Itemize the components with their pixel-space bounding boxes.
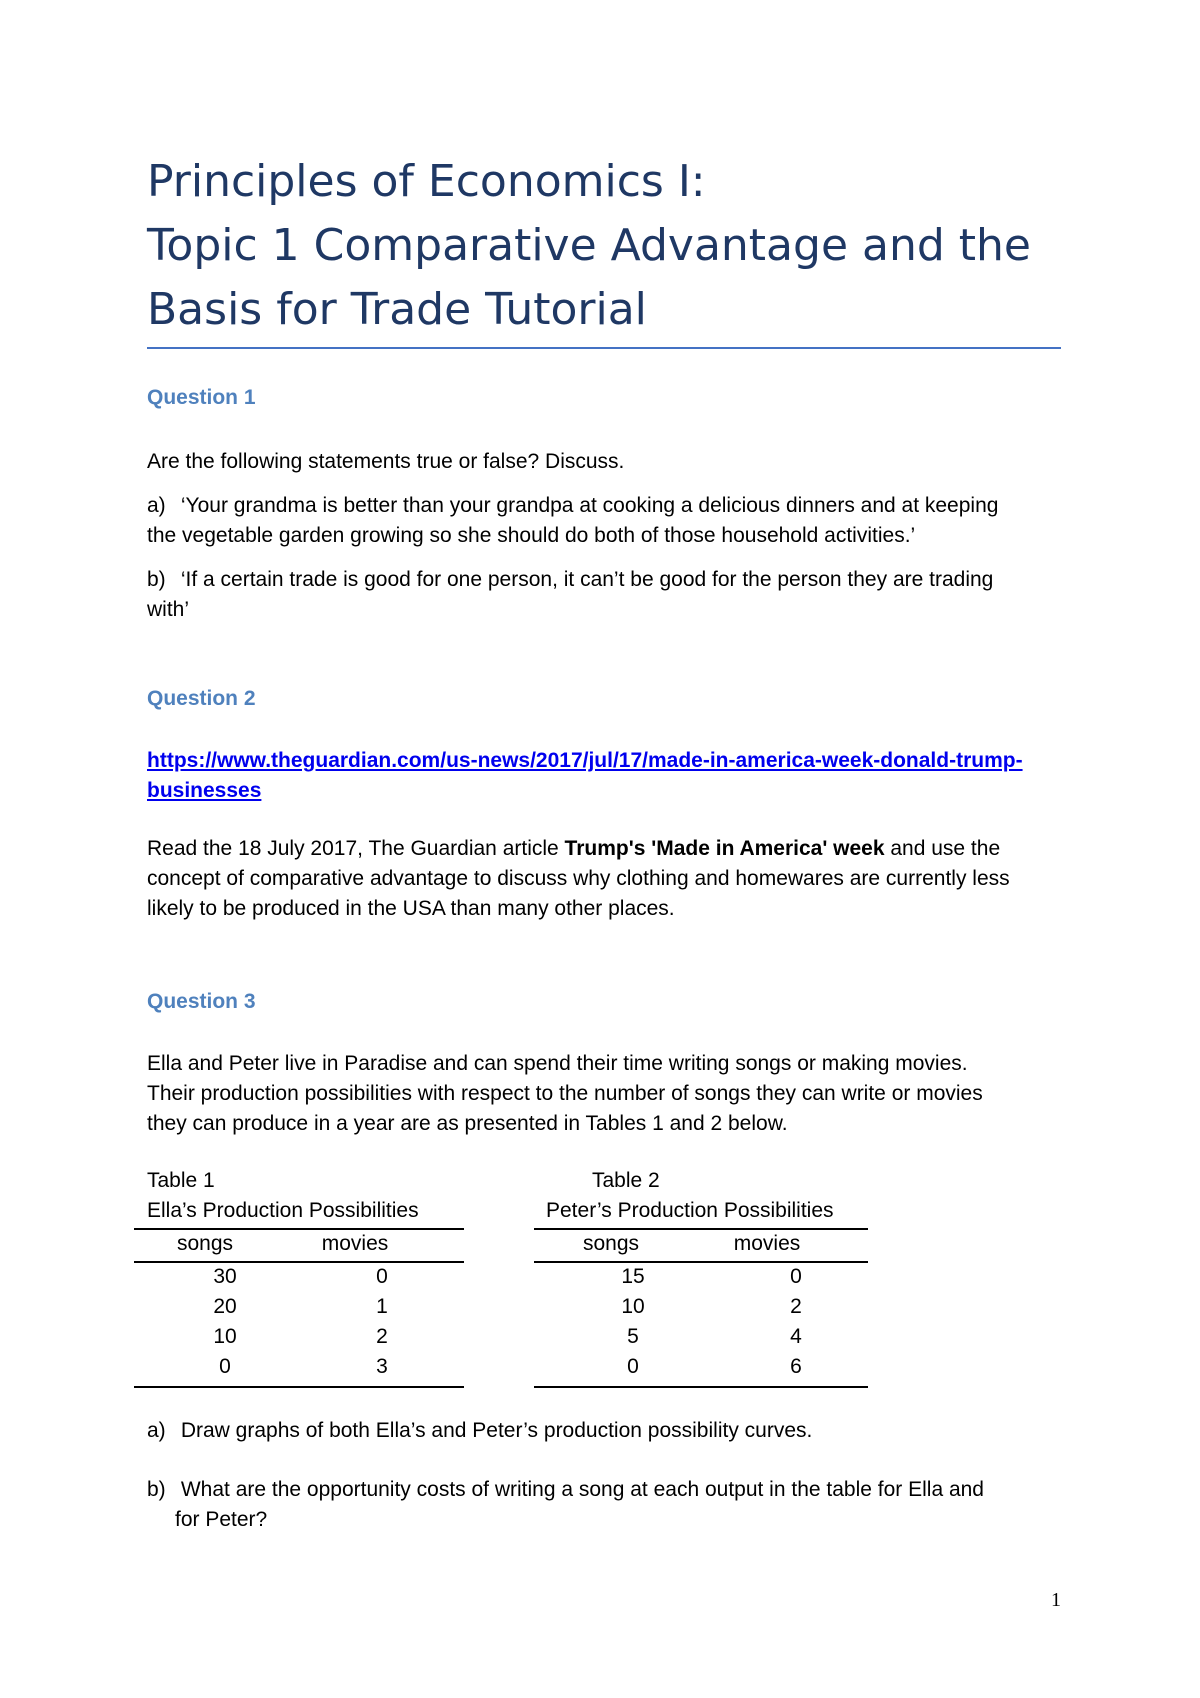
table-1-caption: Ella’s Production Possibilities: [147, 1199, 419, 1222]
part-a-line-2: the vegetable garden growing so she should do both of those household activities.’: [147, 524, 916, 547]
table-1-cell: 1: [376, 1295, 388, 1318]
table-1-header-rule: [134, 1261, 464, 1263]
title-line-3: Basis for Trade Tutorial: [147, 284, 647, 335]
q3-part-b-line-2: for Peter?: [175, 1508, 268, 1531]
table-2-cell: 4: [790, 1325, 802, 1348]
title-line-1: Principles of Economics I:: [147, 156, 706, 207]
table-1-header-movies: movies: [321, 1232, 389, 1255]
part-b-line-2: with’: [147, 598, 190, 621]
table-1-cell: 30: [213, 1265, 237, 1288]
table-2-label: Table 2: [592, 1169, 660, 1192]
question-1-part-b: [147, 565, 1067, 625]
article-link-line-2[interactable]: businesses: [147, 779, 262, 802]
table-2-header-songs: songs: [582, 1232, 640, 1255]
q3-part-b-label: b): [147, 1478, 166, 1501]
question-2-heading: Question 2: [147, 687, 256, 710]
table-1-cell: 3: [376, 1355, 388, 1378]
q3-part-a-label: a): [147, 1419, 166, 1442]
title-underline: [147, 347, 1061, 349]
table-2-bottom-rule: [534, 1386, 868, 1388]
table-1-bottom-rule: [134, 1386, 464, 1388]
q2-text-post: and use the: [884, 837, 1001, 860]
part-b-line-1: ‘If a certain trade is good for one person, it can’t be good for the person they are trading: [180, 568, 994, 591]
question-3-heading: Question 3: [147, 990, 256, 1013]
q3-part-b-line-1: What are the opportunity costs of writing a song at each output in the table for Ella and: [180, 1478, 984, 1501]
table-2-cell: 5: [627, 1325, 639, 1348]
question-3-part-a: [147, 1416, 1067, 1446]
table-2-header-rule: [534, 1261, 868, 1263]
table-2-cell: 6: [790, 1355, 802, 1378]
q2-text-line-2: concept of comparative advantage to discuss why clothing and homewares are currently less: [147, 867, 1010, 890]
table-2-header-movies: movies: [733, 1232, 801, 1255]
page-number: 1: [1051, 1589, 1061, 1611]
part-b-label: b): [147, 568, 166, 591]
q3-part-a-text: Draw graphs of both Ella’s and Peter’s production possibility curves.: [180, 1419, 813, 1442]
question-3-text: [147, 1049, 1067, 1139]
table-2-cell: 0: [790, 1265, 802, 1288]
q2-text-pre: Read the 18 July 2017, The Guardian article: [147, 837, 565, 860]
article-link-line-1[interactable]: https://www.theguardian.com/us-news/2017/jul/17/made-in-america-week-donald-trump-: [147, 749, 1023, 772]
article-title: Trump's 'Made in America' week: [564, 837, 885, 860]
table-1-top-rule: [134, 1228, 464, 1230]
question-3-part-b: [147, 1475, 1067, 1535]
table-1-cell: 2: [376, 1325, 388, 1348]
table-2-cell: 2: [790, 1295, 802, 1318]
title-line-2: Topic 1 Comparative Advantage and the: [147, 220, 1031, 271]
document-title: [147, 150, 1067, 342]
table-2-caption: Peter’s Production Possibilities: [546, 1199, 834, 1222]
table-1-cell: 10: [213, 1325, 237, 1348]
table-1-header-songs: songs: [176, 1232, 234, 1255]
table-2-cell: 15: [621, 1265, 645, 1288]
table-1-cell: 0: [219, 1355, 231, 1378]
table-1-cell: 0: [376, 1265, 388, 1288]
part-a-label: a): [147, 494, 166, 517]
question-1-part-a: [147, 491, 1067, 551]
q3-text-line-2: Their production possibilities with respect to the number of songs they can write or movies: [147, 1082, 983, 1105]
q3-text-line-1: Ella and Peter live in Paradise and can spend their time writing songs or making movies.: [147, 1052, 968, 1075]
article-link[interactable]: [147, 746, 1067, 806]
part-a-line-1: ‘Your grandma is better than your grandpa at cooking a delicious dinners and at keeping: [180, 494, 999, 517]
table-1-label: Table 1: [147, 1169, 215, 1192]
question-1-heading: Question 1: [147, 386, 256, 409]
table-2-cell: 0: [627, 1355, 639, 1378]
table-2-cell: 10: [621, 1295, 645, 1318]
q3-text-line-3: they can produce in a year are as presented in Tables 1 and 2 below.: [147, 1112, 788, 1135]
question-2-text: [147, 834, 1067, 924]
q2-text-line-3: likely to be produced in the USA than many other places.: [147, 897, 675, 920]
table-1-cell: 20: [213, 1295, 237, 1318]
table-2-top-rule: [534, 1228, 868, 1230]
question-1-intro: Are the following statements true or false? Discuss.: [147, 450, 625, 473]
